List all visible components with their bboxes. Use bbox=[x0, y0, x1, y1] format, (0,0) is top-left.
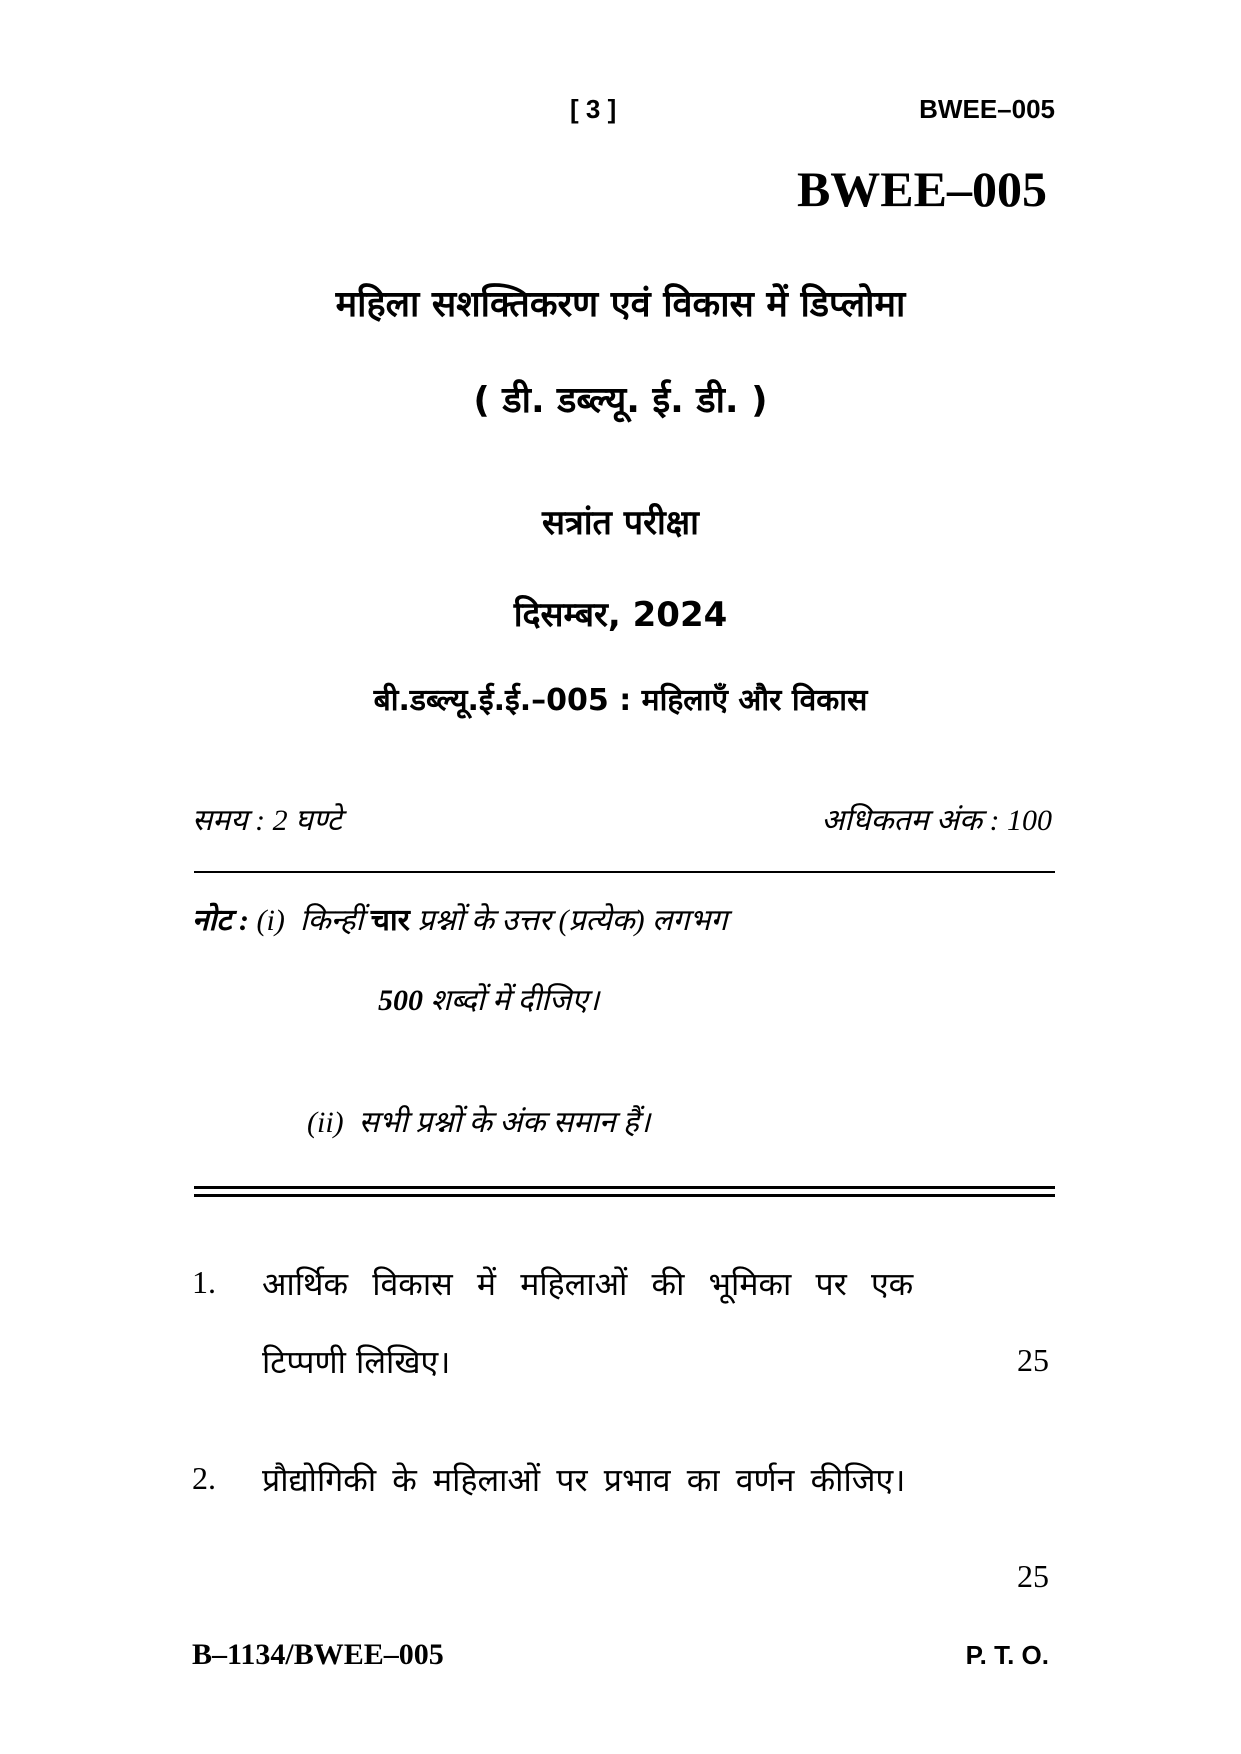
question-marks: 25 bbox=[1017, 1558, 1049, 1594]
question-text: टिप्पणी लिखिए। bbox=[262, 1343, 451, 1381]
time-allowed: समय : 2 घण्टे bbox=[192, 804, 342, 837]
note-text: शब्दों में दीजिए। bbox=[430, 984, 600, 1017]
note-ii bbox=[307, 1100, 650, 1141]
question-marks: 25 bbox=[1017, 1342, 1049, 1378]
question-number: 1. bbox=[192, 1264, 216, 1300]
note-bold-word: चार bbox=[370, 904, 410, 937]
word-count: 500 bbox=[378, 984, 423, 1017]
header-code: BWEE–005 bbox=[919, 94, 1055, 124]
note-text: किन्हीं bbox=[299, 904, 364, 937]
note-line-2 bbox=[378, 978, 599, 1019]
note-i-marker: (i) bbox=[256, 904, 285, 937]
question-text: प्रौद्योगिकी के महिलाओं पर प्रभाव का वर्णन कीजिए। bbox=[262, 1461, 906, 1499]
page-number: [ 3 ] bbox=[570, 94, 617, 124]
course-code: BWEE–005 bbox=[796, 161, 1047, 217]
note-text: सभी प्रश्नों के अंक समान हैं। bbox=[358, 1106, 651, 1139]
footer-code: B–1134/BWEE–005 bbox=[192, 1638, 444, 1671]
program-abbreviation: ( डी. डब्ल्यू. ई. डी. ) bbox=[473, 380, 768, 421]
max-marks: अधिकतम अंक : 100 bbox=[821, 804, 1052, 837]
exam-type: सत्रांत परीक्षा bbox=[542, 503, 699, 543]
exam-date: दिसम्बर, 2024 bbox=[513, 595, 728, 635]
course-title: बी.डब्ल्यू.ई.ई.–005 : महिलाएँ और विकास bbox=[373, 683, 868, 718]
note-ii-marker: (ii) bbox=[307, 1106, 344, 1139]
note-text: प्रश्नों के उत्तर (प्रत्येक) लगभग bbox=[417, 904, 728, 937]
question-number: 2. bbox=[192, 1460, 216, 1496]
note-line-1 bbox=[192, 898, 727, 939]
double-rule-bottom bbox=[194, 1194, 1055, 1197]
double-rule-top bbox=[194, 1186, 1055, 1189]
question-text: आर्थिक विकास में महिलाओं की भूमिका पर एक bbox=[262, 1265, 914, 1303]
program-title: महिला सशक्तिकरण एवं विकास में डिप्लोमा bbox=[335, 284, 906, 325]
divider bbox=[194, 871, 1055, 873]
note-label: नोट : bbox=[192, 904, 250, 937]
please-turn-over: P. T. O. bbox=[965, 1640, 1049, 1670]
